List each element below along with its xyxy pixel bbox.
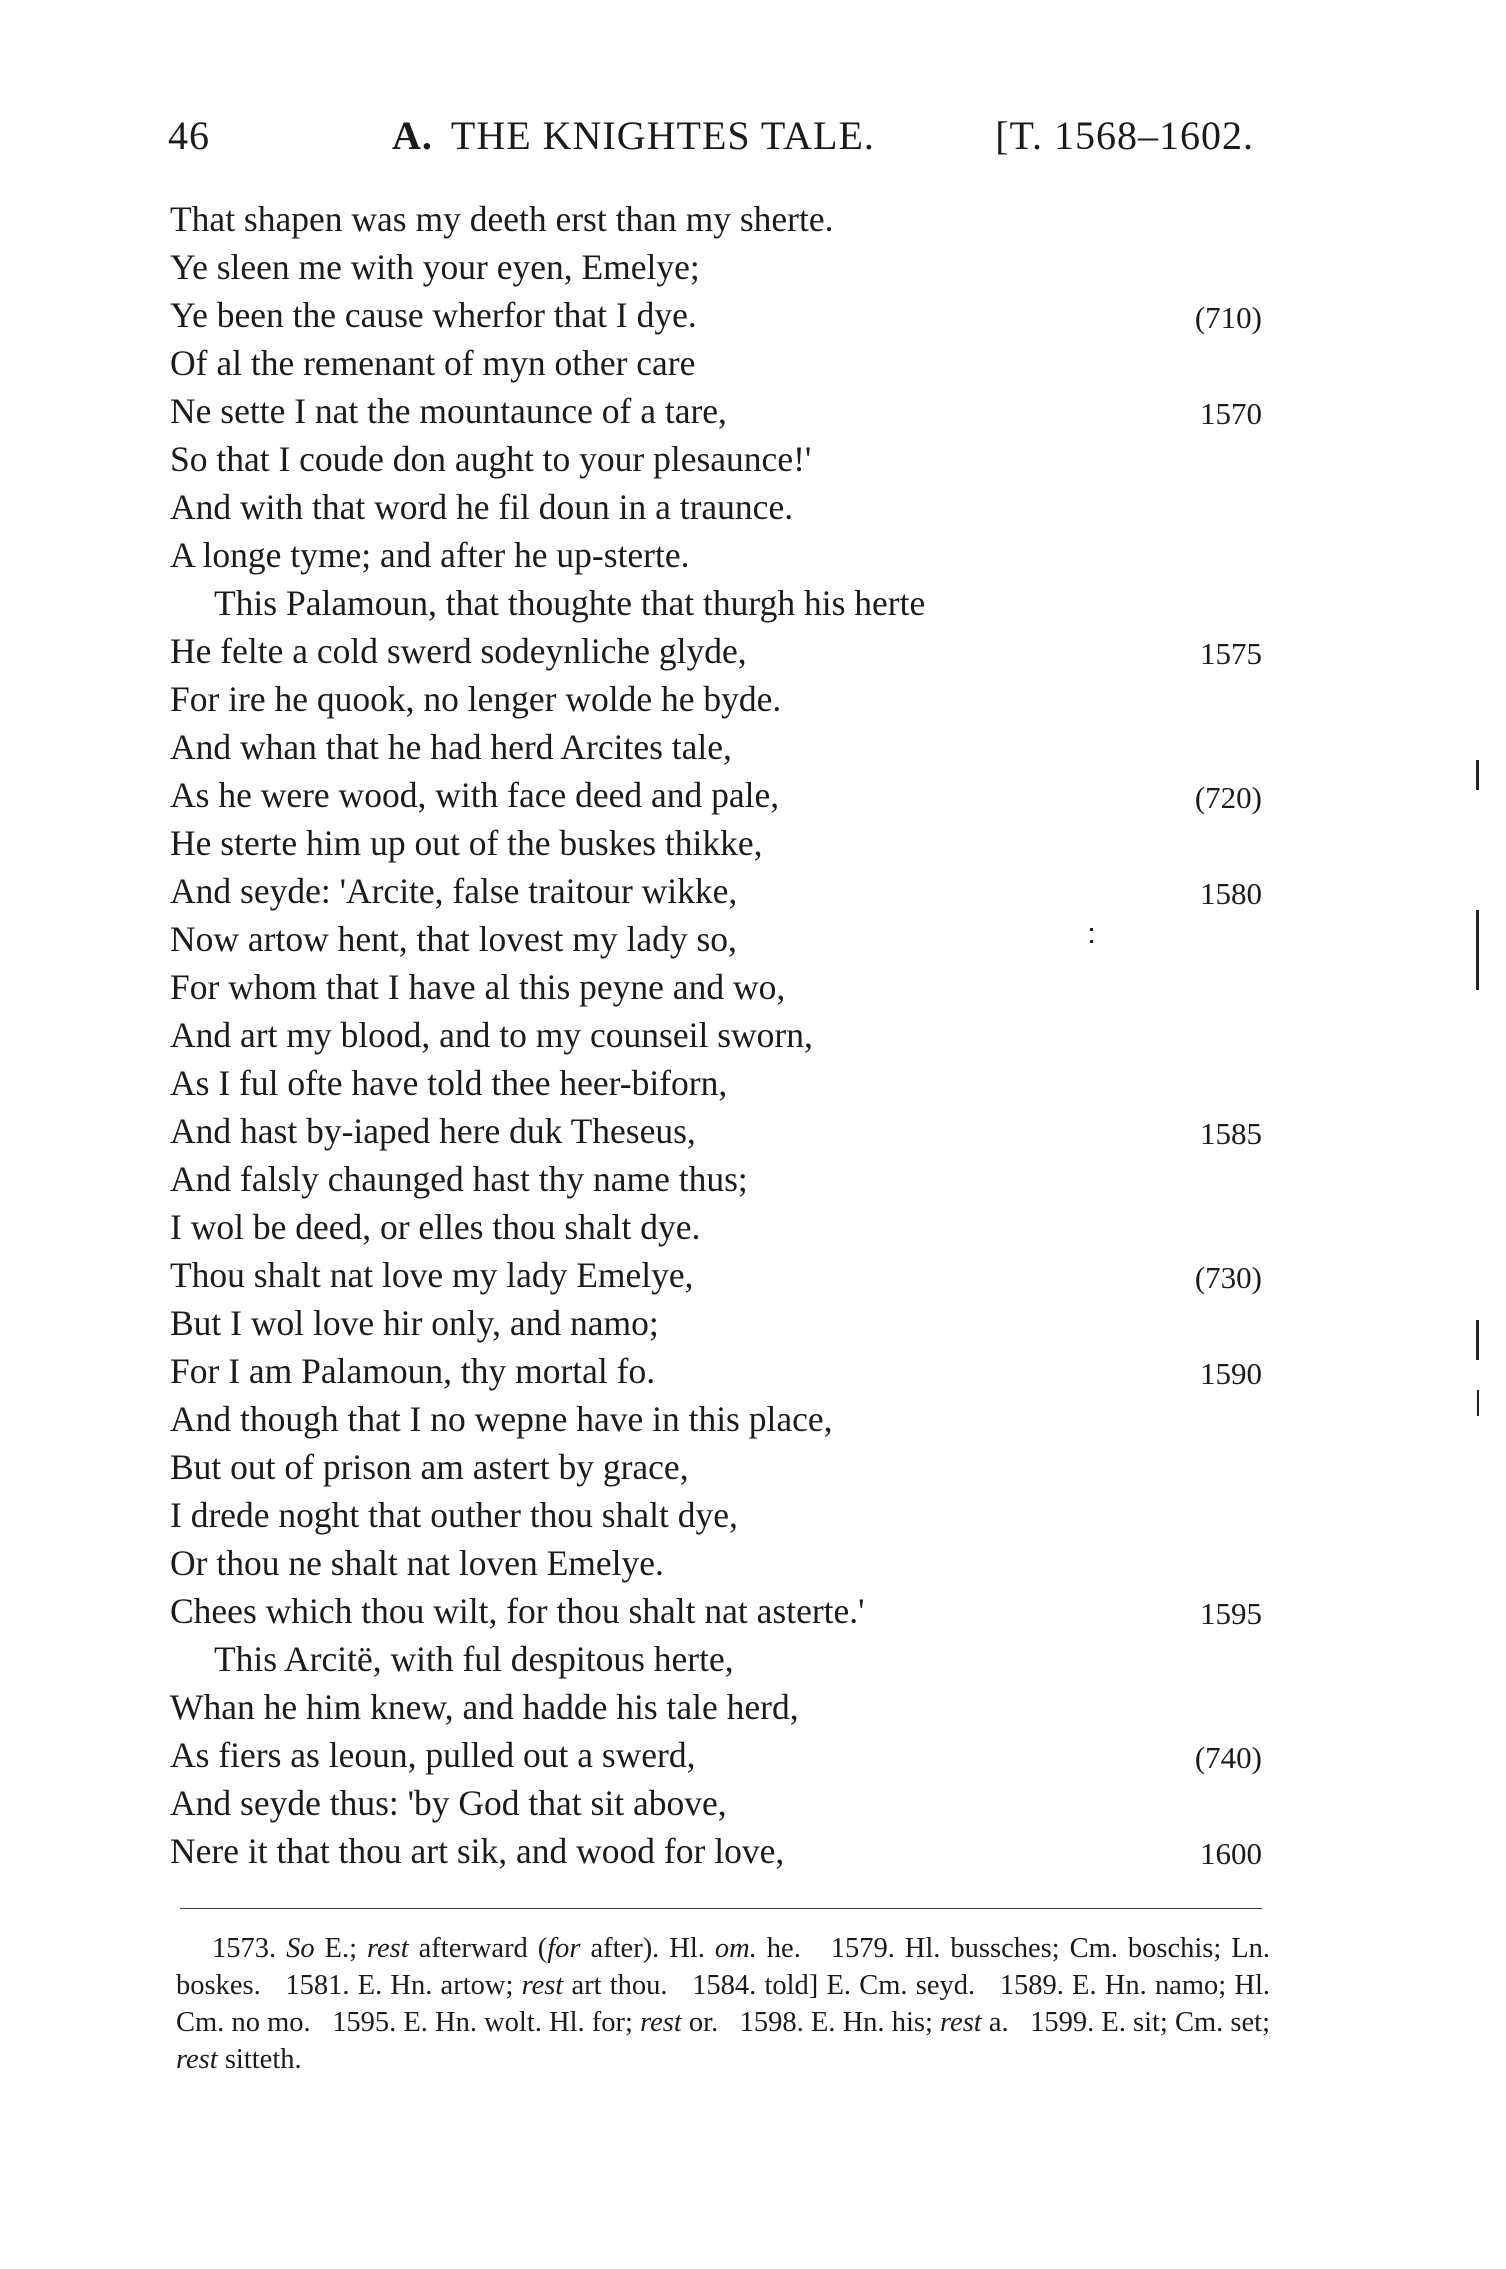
verse-text: Ne sette I nat the mountaunce of a tare, bbox=[170, 391, 727, 431]
footnotes bbox=[176, 1930, 1270, 2078]
verse-text: As he were wood, with face deed and pale, bbox=[170, 775, 780, 815]
verse-text: And with that word he fil doun in a traunce. bbox=[170, 487, 794, 527]
line-number: (710) bbox=[1194, 300, 1262, 335]
verse-text: That shapen was my deeth erst than my sherte. bbox=[170, 199, 834, 239]
verse-text: And falsly chaunged hast thy name thus; bbox=[170, 1159, 748, 1199]
verse-text: Chees which thou wilt, for thou shalt nat asterte.' bbox=[170, 1591, 865, 1631]
line-number: 1570 bbox=[1200, 396, 1262, 431]
verse-text: But out of prison am astert by grace, bbox=[170, 1447, 689, 1487]
verse-text: Ye been the cause wherfor that I dye. bbox=[170, 295, 697, 335]
verse-line bbox=[170, 1779, 1270, 1827]
verse-line bbox=[170, 771, 1270, 819]
verse-text: I wol be deed, or elles thou shalt dye. bbox=[170, 1207, 701, 1247]
verse-line bbox=[170, 195, 1270, 243]
line-range: [T. 1568–1602. bbox=[995, 113, 1254, 158]
verse-line bbox=[170, 1635, 1270, 1683]
verse-line bbox=[170, 1827, 1270, 1875]
verse-line bbox=[170, 819, 1270, 867]
verse-line bbox=[170, 1443, 1270, 1491]
verse-line bbox=[170, 627, 1270, 675]
verse-text: So that I coude don aught to your plesaunce!' bbox=[170, 439, 812, 479]
footnote-1584: 1584. told] E. Cm. seyd. bbox=[692, 1970, 976, 2001]
verse-text: And art my blood, and to my counseil sworn, bbox=[170, 1015, 813, 1055]
verse-text: As fiers as leoun, pulled out a swerd, bbox=[170, 1735, 696, 1775]
verse-line bbox=[170, 723, 1270, 771]
verse-text: For whom that I have al this peyne and wo, bbox=[170, 967, 786, 1007]
verse-line bbox=[170, 1395, 1270, 1443]
verse-text: This Palamoun, that thoughte that thurgh his herte bbox=[214, 583, 926, 623]
line-number: 1595 bbox=[1200, 1596, 1262, 1631]
footnote-1599: 1599. E. sit; Cm. set; rest sitteth. bbox=[176, 2007, 1271, 2075]
line-number: (730) bbox=[1194, 1260, 1262, 1295]
verse-line bbox=[170, 243, 1270, 291]
scan-mark bbox=[1090, 928, 1093, 931]
verse-text: I drede noght that outher thou shalt dye, bbox=[170, 1495, 738, 1535]
scan-mark bbox=[1477, 1390, 1479, 1416]
verse-line bbox=[170, 579, 1270, 627]
verse-line bbox=[170, 291, 1270, 339]
verse-text: Now artow hent, that lovest my lady so, bbox=[170, 919, 737, 959]
line-number: 1575 bbox=[1200, 636, 1262, 671]
verse-line bbox=[170, 1107, 1270, 1155]
line-number: 1600 bbox=[1200, 1836, 1262, 1871]
footnote-1589: 1589. E. Hn. namo; Hl. Cm. no mo. bbox=[176, 1970, 1271, 2038]
verse-text: Whan he him knew, and hadde his tale herd, bbox=[170, 1687, 799, 1727]
scan-mark bbox=[1090, 940, 1093, 943]
page-title bbox=[392, 112, 875, 159]
verse-line bbox=[170, 1155, 1270, 1203]
verse-block bbox=[170, 195, 1270, 1875]
verse-text: And seyde: 'Arcite, false traitour wikke, bbox=[170, 871, 738, 911]
footnote-1573: 1573. So E.; rest afterward (for after). Hl. om. he. bbox=[212, 1933, 801, 1964]
verse-line bbox=[170, 1587, 1270, 1635]
verse-line bbox=[170, 435, 1270, 483]
verse-text: For I am Palamoun, thy mortal fo. bbox=[170, 1351, 656, 1391]
verse-text: Or thou ne shalt nat loven Emelye. bbox=[170, 1543, 664, 1583]
verse-line bbox=[170, 1539, 1270, 1587]
verse-line bbox=[170, 387, 1270, 435]
page-number: 46 bbox=[168, 113, 210, 158]
line-number: 1580 bbox=[1200, 876, 1262, 911]
verse-line bbox=[170, 1203, 1270, 1251]
verse-line bbox=[170, 675, 1270, 723]
verse-line bbox=[170, 531, 1270, 579]
section-letter: A. bbox=[392, 113, 433, 158]
verse-line bbox=[170, 867, 1270, 915]
verse-text: A longe tyme; and after he up-sterte. bbox=[170, 535, 690, 575]
footnote-divider bbox=[180, 1908, 1262, 1909]
verse-line bbox=[170, 1347, 1270, 1395]
verse-line bbox=[170, 1731, 1270, 1779]
verse-text: As I ful ofte have told thee heer-biforn, bbox=[170, 1063, 728, 1103]
verse-text: Ye sleen me with your eyen, Emelye; bbox=[170, 247, 700, 287]
running-header bbox=[160, 112, 1270, 162]
line-number: (720) bbox=[1194, 780, 1262, 815]
verse-line bbox=[170, 1011, 1270, 1059]
verse-text: He sterte him up out of the buskes thikke, bbox=[170, 823, 763, 863]
verse-text: He felte a cold swerd sodeynliche glyde, bbox=[170, 631, 747, 671]
footnote-1581: 1581. E. Hn. artow; rest art thou. bbox=[285, 1970, 668, 2001]
verse-text: Of al the remenant of myn other care bbox=[170, 343, 696, 383]
scan-mark bbox=[1476, 760, 1479, 790]
verse-line bbox=[170, 1251, 1270, 1299]
verse-text: And whan that he had herd Arcites tale, bbox=[170, 727, 732, 767]
verse-line bbox=[170, 339, 1270, 387]
line-number: 1585 bbox=[1200, 1116, 1262, 1151]
verse-line bbox=[170, 1491, 1270, 1539]
verse-line bbox=[170, 1683, 1270, 1731]
footnote-1598: 1598. E. Hn. his; rest a. bbox=[739, 2007, 1009, 2038]
verse-text: Thou shalt nat love my lady Emelye, bbox=[170, 1255, 694, 1295]
verse-text: This Arcitë, with ful despitous herte, bbox=[214, 1639, 734, 1679]
line-number: (740) bbox=[1194, 1740, 1262, 1775]
verse-line bbox=[170, 915, 1270, 963]
verse-text: But I wol love hir only, and namo; bbox=[170, 1303, 659, 1343]
scan-mark bbox=[1476, 910, 1479, 990]
verse-line bbox=[170, 1059, 1270, 1107]
verse-text: Nere it that thou art sik, and wood for love, bbox=[170, 1831, 785, 1871]
verse-line bbox=[170, 963, 1270, 1011]
scan-mark bbox=[1476, 1320, 1479, 1360]
tale-title: THE KNIGHTES TALE. bbox=[450, 113, 875, 158]
line-number: 1590 bbox=[1200, 1356, 1262, 1391]
verse-line bbox=[170, 483, 1270, 531]
verse-text: And hast by-iaped here duk Theseus, bbox=[170, 1111, 696, 1151]
footnote-1595: 1595. E. Hn. wolt. Hl. for; rest or. bbox=[332, 2007, 719, 2038]
verse-text: And though that I no wepne have in this place, bbox=[170, 1399, 833, 1439]
footnote-1579: 1579. Hl. bussches; Cm. boschis; Ln. boskes. bbox=[176, 1933, 1271, 2001]
verse-text: And seyde thus: 'by God that sit above, bbox=[170, 1783, 727, 1823]
verse-line bbox=[170, 1299, 1270, 1347]
verse-text: For ire he quook, no lenger wolde he byde. bbox=[170, 679, 782, 719]
footnote-paragraph bbox=[176, 1930, 1270, 2078]
